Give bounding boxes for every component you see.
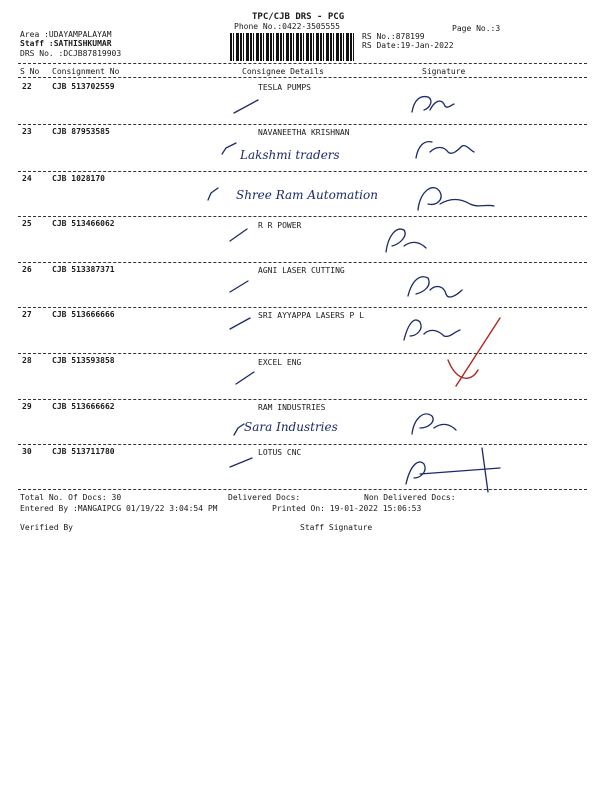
signature [416, 142, 474, 158]
divider [18, 63, 587, 64]
staff-signature-label: Staff Signature [300, 523, 373, 532]
row-divider [18, 399, 587, 400]
tick-mark [230, 458, 252, 467]
row-consignment: CJB 87953585 [52, 127, 110, 136]
signature [404, 320, 460, 340]
row-consignment: CJB 513593858 [52, 356, 115, 365]
row-consignee: EXCEL ENG [258, 358, 302, 367]
row-divider [18, 262, 587, 263]
row-consignee: TESLA PUMPS [258, 83, 311, 92]
signature [408, 277, 462, 297]
column-header-signature: Signature [422, 67, 466, 76]
area-label: Area :UDAYAMPALAYAM [20, 30, 112, 39]
row-consignee: R R POWER [258, 221, 302, 230]
column-header-consignment: Consignment No [52, 67, 120, 76]
row-divider [18, 307, 587, 308]
divider [18, 77, 587, 78]
signature [412, 97, 454, 112]
tick-mark [236, 372, 254, 384]
signature [406, 448, 500, 492]
row-consignment: CJB 513711780 [52, 447, 115, 456]
page-number: Page No.:3 [452, 24, 501, 33]
barcode [230, 33, 355, 61]
signature [412, 414, 456, 434]
row-divider [18, 216, 587, 217]
row-consignee: NAVANEETHA KRISHNAN [258, 128, 350, 137]
row-consignee: LOTUS CNC [258, 448, 302, 457]
row-sno: 23 [22, 127, 32, 136]
printed-on: Printed On: 19-01-2022 15:06:53 [272, 504, 422, 513]
column-header-consignee: Consignee Details [242, 67, 324, 76]
row-consignment: CJB 513666666 [52, 310, 115, 319]
row-consignment: CJB 513466062 [52, 219, 115, 228]
document-title: TPC/CJB DRS - PCG [252, 12, 345, 22]
row-divider [18, 171, 587, 172]
row-divider [18, 353, 587, 354]
tick-mark [230, 229, 247, 241]
row-sno: 25 [22, 219, 32, 228]
total-docs: Total No. Of Docs: 30 [20, 493, 122, 502]
staff-label: Staff :SATHISHKUMAR [20, 39, 112, 48]
rs-date: RS Date:19-Jan-2022 [362, 41, 454, 50]
signature [418, 188, 494, 210]
tick-mark [234, 424, 244, 435]
handwritten-note: Lakshmi traders [240, 148, 340, 162]
row-divider [18, 444, 587, 445]
handwritten-note: Shree Ram Automation [236, 188, 378, 202]
verified-by: Verified By [20, 523, 73, 532]
entered-by: Entered By :MANGAIPCG 01/19/22 3:04:54 PM [20, 504, 218, 513]
non-delivered-docs: Non Delivered Docs: [364, 493, 456, 502]
row-divider [18, 489, 587, 490]
column-header-sno: S No [20, 67, 40, 76]
row-consignment: CJB 513666662 [52, 402, 115, 411]
row-divider [18, 124, 587, 125]
row-consignee: SRI AYYAPPA LASERS P L [258, 311, 364, 320]
phone-number: Phone No.:0422-3505555 [234, 22, 340, 31]
signature [386, 229, 426, 252]
tick-mark [234, 100, 258, 113]
row-sno: 28 [22, 356, 32, 365]
tick-mark [230, 281, 248, 292]
red-check-mark [448, 318, 500, 386]
row-sno: 27 [22, 310, 32, 319]
row-sno: 26 [22, 265, 32, 274]
row-consignment: CJB 513387371 [52, 265, 115, 274]
tick-mark [208, 188, 218, 200]
row-consignment: CJB 1028170 [52, 174, 105, 183]
row-consignee: AGNI LASER CUTTING [258, 266, 345, 275]
row-consignee: RAM INDUSTRIES [258, 403, 326, 412]
row-sno: 22 [22, 82, 32, 91]
tick-mark [222, 143, 236, 154]
row-sno: 24 [22, 174, 32, 183]
tick-mark [230, 318, 250, 329]
row-sno: 30 [22, 447, 32, 456]
row-consignment: CJB 513702559 [52, 82, 115, 91]
drs-number: DRS No. :DCJB87819903 [20, 49, 122, 58]
handwritten-note: Sara Industries [244, 420, 338, 434]
rs-number: RS No.:878199 [362, 32, 425, 41]
row-sno: 29 [22, 402, 32, 411]
delivered-docs: Delivered Docs: [228, 493, 301, 502]
